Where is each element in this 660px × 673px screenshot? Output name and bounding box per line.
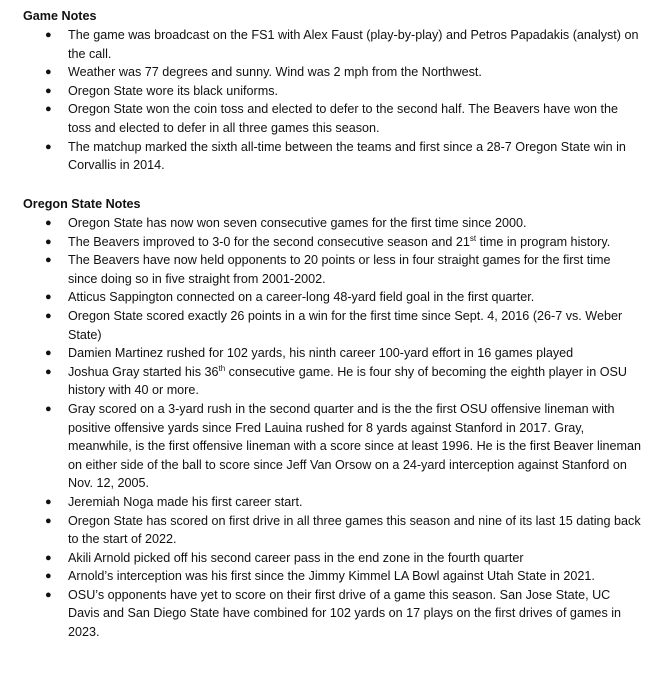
list-item: [23, 363, 643, 400]
list-item-text: Arnold’s interception was his first since the Jimmy Kimmel LA Bowl against Utah State in 2021.: [68, 569, 595, 584]
list-item: [23, 586, 643, 642]
bullet-icon: ●: [45, 103, 52, 116]
bullet-icon: ●: [45, 29, 52, 41]
game-notes-heading: Game Notes: [23, 9, 97, 23]
list-item-text: Weather was 77 degrees and sunny. Wind was 2 mph from the Northwest.: [68, 65, 482, 80]
list-item-text: The Beavers improved to 3-0 for the second consecutive season and 21: [68, 234, 470, 249]
bullet-icon: ●: [45, 309, 52, 322]
list-item-text: Oregon State has scored on first drive in all three games this season and nine of its last 15 dating back to the start of 2022.: [68, 513, 641, 547]
bullet-icon: ●: [45, 66, 52, 79]
list-item-text-continued: time in program history.: [476, 234, 611, 249]
bullet-icon: ●: [45, 570, 52, 583]
list-item: [23, 307, 643, 344]
list-item: [23, 288, 643, 307]
list-item-text: Oregon State has now won seven consecutive games for the first time since 2000.: [68, 216, 527, 230]
list-item: [23, 63, 643, 82]
oregon-state-notes-section: [23, 195, 643, 642]
bullet-icon: ●: [45, 291, 52, 304]
list-item: [23, 233, 643, 252]
game-notes-section: [23, 7, 643, 175]
list-item-text: Joshua Gray started his 36: [68, 364, 219, 379]
bullet-icon: ●: [45, 588, 52, 601]
oregon-state-notes-heading: Oregon State Notes: [23, 197, 141, 211]
oregon-state-notes-list: [23, 214, 643, 642]
list-item: [23, 400, 643, 493]
list-item: [23, 493, 643, 512]
list-item-text: Oregon State won the coin toss and elected to defer to the second half. The Beavers have won the toss and elected to defer in all three games this season.: [68, 102, 619, 135]
bullet-icon: ●: [45, 140, 52, 153]
bullet-icon: ●: [45, 514, 52, 527]
list-item: [23, 26, 643, 63]
bullet-icon: ●: [45, 347, 52, 360]
list-item-text-continued: consecutive game. He is four shy of becoming the eighth player in OSU history with 40 or more.: [68, 364, 627, 398]
ordinal-suffix: th: [218, 363, 226, 373]
game-notes-list: [23, 26, 643, 175]
list-item: [23, 138, 643, 175]
list-item-text: Jeremiah Noga made his first career start.: [68, 494, 303, 509]
bullet-icon: ●: [45, 217, 52, 229]
ordinal-suffix: st: [469, 233, 477, 243]
list-item-text: OSU’s opponents have yet to score on their first drive of a game this season. San Jose State, UC Davis and San Diego State have combined for 102 yards on 17 plays on the first drives of games in 2023.: [68, 587, 622, 640]
list-item-text: Atticus Sappington connected on a career-long 48-yard field goal in the first quarter.: [68, 290, 535, 305]
list-item: [23, 512, 643, 549]
list-item: [23, 214, 643, 233]
bullet-icon: ●: [45, 84, 52, 97]
list-item-text: Akili Arnold picked off his second career pass in the end zone in the fourth quarter: [68, 550, 524, 565]
bullet-icon: ●: [45, 551, 52, 564]
bullet-icon: ●: [45, 495, 52, 508]
bullet-icon: ●: [45, 254, 52, 267]
list-item-text: Oregon State scored exactly 26 points in a win for the first time since Sept. 4, 2016 (26-7 vs. Weber State): [68, 308, 623, 342]
list-item-text: Gray scored on a 3-yard rush in the second quarter and is the the first OSU offensive lineman with positive offensive yards since Fred Lauina rushed for 8 yards against Stanford in 2017. Gray, meanwhile, is the first offensive lineman with a score since at least 1996. He is the first Beaver lineman on either side of the ball to score since Jeff Van Orsow on a 24-yard interception against Stanford on Nov. 12, 2005.: [68, 401, 642, 491]
list-item: [23, 549, 643, 568]
list-item-text: The matchup marked the sixth all-time between the teams and first since a 28-7 Oregon State win in Corvallis in 2014.: [68, 139, 626, 173]
list-item: [23, 344, 643, 363]
bullet-icon: ●: [45, 235, 52, 248]
list-item-text: Oregon State wore its black uniforms.: [68, 83, 278, 98]
bullet-icon: ●: [45, 365, 52, 378]
list-item-text: The Beavers have now held opponents to 20 points or less in four straight games for the first time since doing so in five straight from 2001-2002.: [68, 253, 611, 286]
list-item: [23, 100, 643, 137]
list-item: [23, 82, 643, 101]
bullet-icon: ●: [45, 402, 52, 415]
list-item: [23, 251, 643, 288]
list-item-text: The game was broadcast on the FS1 with Alex Faust (play-by-play) and Petros Papadakis (analyst) on the call.: [68, 28, 639, 61]
list-item: [23, 567, 643, 586]
list-item-text: Damien Martinez rushed for 102 yards, his ninth career 100-yard effort in 16 games played: [68, 346, 574, 361]
